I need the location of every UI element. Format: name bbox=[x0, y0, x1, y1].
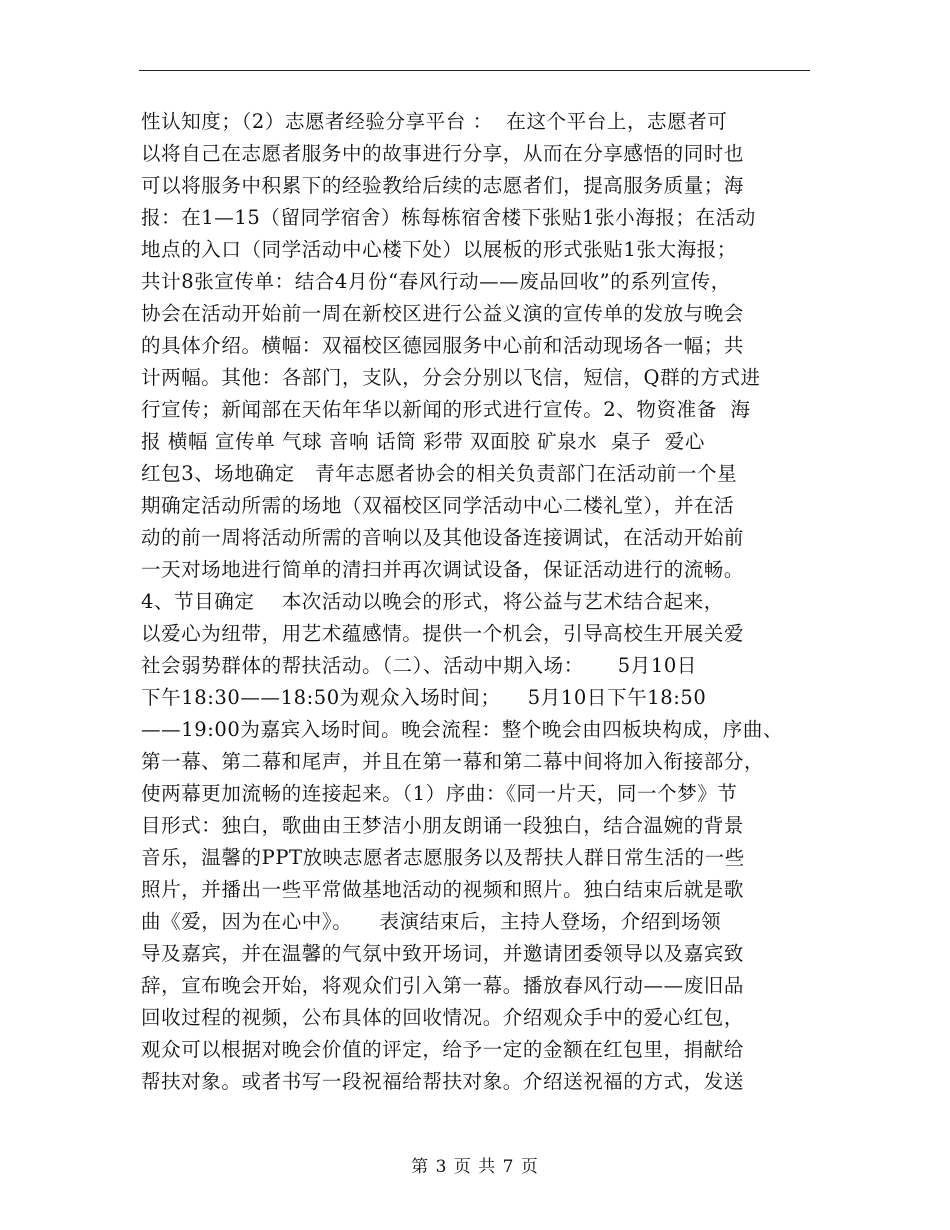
text-line: 第一幕、第二幕和尾声，并且在第一幕和第二幕中间将加入衔接部分， bbox=[141, 750, 765, 773]
text-line: 报 横幅 宣传单 气球 音响 话筒 彩带 双面胶 矿泉水 桌子 爱心 bbox=[141, 430, 705, 453]
text-line: 行宣传；新闻部在天佑年华以新闻的形式进行宣传。2、物资准备 海 bbox=[141, 398, 751, 421]
text-line: 帮扶对象。或者书写一段祝福给帮扶对象。介绍送祝福的方式，发送 bbox=[141, 1070, 745, 1093]
text-line: 性认知度；（2）志愿者经验分享平台 ： 在这个平台上，志愿者可 bbox=[141, 110, 728, 133]
text-line: 共计8张宣传单：结合4月份“春风行动——废品回收”的系列宣传， bbox=[141, 270, 731, 293]
header-rule bbox=[139, 70, 810, 71]
document-body bbox=[141, 106, 811, 1098]
text-line: 以将自己在志愿者服务中的故事进行分享，从而在分享感悟的同时也 bbox=[141, 142, 745, 165]
text-line: 音乐，温馨的PPT放映志愿者志愿服务以及帮扶人群日常生活的一些 bbox=[141, 846, 745, 869]
text-line: ——19:00为嘉宾入场时间。晚会流程：整个晚会由四板块构成，序曲、 bbox=[141, 718, 784, 741]
text-line: 的具体介绍。横幅：双福校区德园服务中心前和活动现场各一幅；共 bbox=[141, 334, 745, 357]
page-number: 第 3 页 共 7 页 bbox=[411, 1157, 539, 1177]
text-line: 观众可以根据对晚会价值的评定，给予一定的金额在红包里，捐献给 bbox=[141, 1038, 745, 1061]
text-line: 报：在1—15（留同学宿舍）栋每栋宿舍楼下张贴1张小海报；在活动 bbox=[141, 206, 756, 229]
text-line: 可以将服务中积累下的经验教给后续的志愿者们，提高服务质量；海 bbox=[141, 174, 745, 197]
text-line: 曲《爱，因为在心中》。 表演结束后，主持人登场，介绍到场领 bbox=[141, 910, 722, 933]
text-line: 照片，并播出一些平常做基地活动的视频和照片。独白结束后就是歌 bbox=[141, 878, 745, 901]
text-line: 以爱心为纽带，用艺术蕴感情。提供一个机会，引导高校生开展关爱 bbox=[141, 622, 745, 645]
text-line: 协会在活动开始前一周在新校区进行公益义演的宣传单的发放与晚会 bbox=[141, 302, 745, 325]
text-line: 地点的入口（同学活动中心楼下处）以展板的形式张贴1张大海报； bbox=[141, 238, 737, 261]
text-line: 下午18:30——18:50为观众入场时间； 5月10日下午18:50 bbox=[141, 686, 707, 709]
text-line: 期确定活动所需的场地（双福校区同学活动中心二楼礼堂），并在活 bbox=[141, 494, 735, 517]
text-line: 社会弱势群体的帮扶活动。（二）、活动中期入场： 5月10日 bbox=[141, 654, 698, 677]
text-line: 红包3、场地确定 青年志愿者协会的相关负责部门在活动前一个星 bbox=[141, 462, 738, 485]
text-line: 目形式：独白，歌曲由王梦洁小朋友朗诵一段独白，结合温婉的背景 bbox=[141, 814, 745, 837]
text-line: 回收过程的视频，公布具体的回收情况。介绍观众手中的爱心红包， bbox=[141, 1006, 745, 1029]
text-line: 使两幕更加流畅的连接起来。（1）序曲：《同一片天，同一个梦》节 bbox=[141, 782, 738, 805]
text-line: 一天对场地进行简单的清扫并再次调试设备，保证活动进行的流畅。 bbox=[141, 558, 745, 581]
text-line: 计两幅。其他：各部门，支队，分会分别以飞信，短信，Q群的方式进 bbox=[141, 366, 761, 389]
text-line: 辞，宣布晚会开始，将观众们引入第一幕。播放春风行动——废旧品 bbox=[141, 974, 745, 997]
text-line: 导及嘉宾，并在温馨的气氛中致开场词，并邀请团委领导以及嘉宾致 bbox=[141, 942, 745, 965]
text-line: 4、节目确定 本次活动以晚会的形式，将公益与艺术结合起来， bbox=[141, 590, 724, 613]
text-line: 动的前一周将活动所需的音响以及其他设备连接调试，在活动开始前 bbox=[141, 526, 745, 549]
